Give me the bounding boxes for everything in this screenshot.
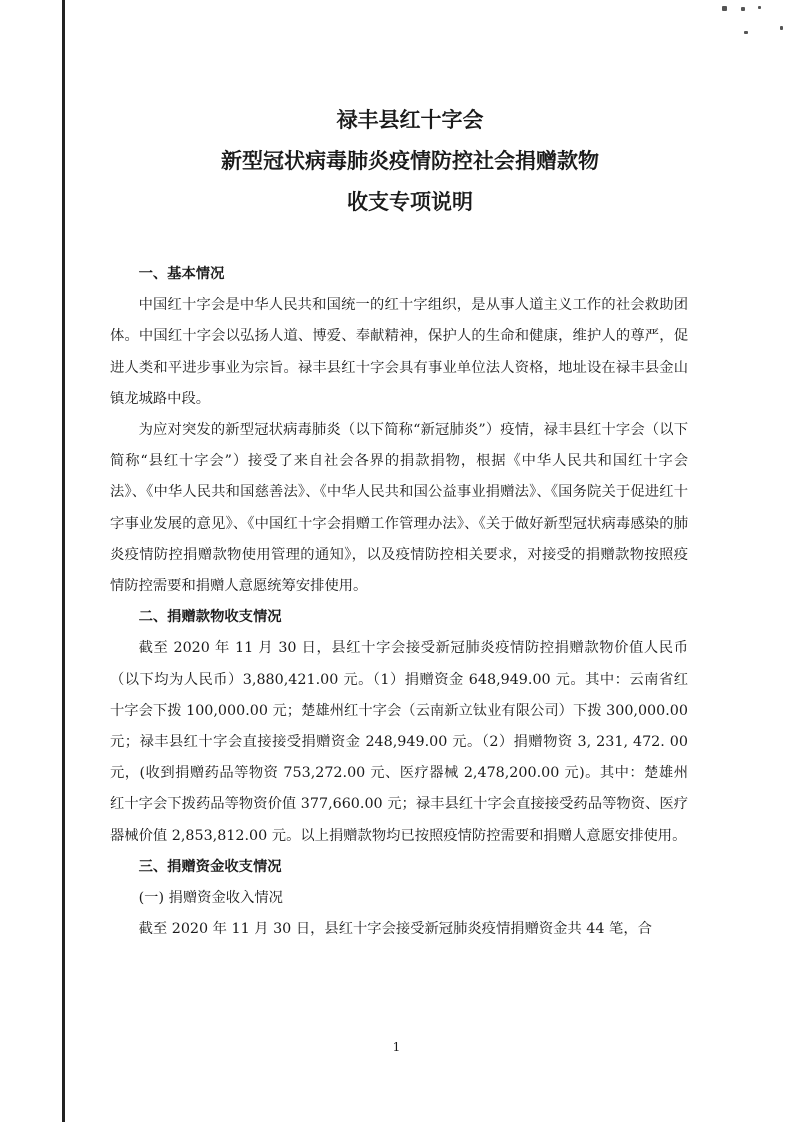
- document-body: [110, 259, 688, 945]
- scan-speck: [722, 6, 727, 11]
- page-number: 1: [392, 1040, 401, 1054]
- paragraph: 为应对突发的新型冠状病毒肺炎（以下简称“新冠肺炎”）疫情，禄丰县红十字会（以下简称“县红十字会”）接受了来自社会各界的捐款捐物，根据《中华人民共和国红十字会法》、《中华人民共和国慈善法》、《中华人民共和国公益事业捐赠法》、《国务院关于促进红十字事业发展的意见》、《中国红十字会捐赠工作管理办法》、《关于做好新型冠状病毒感染的肺炎疫情防控捐赠款物使用管理的通知》，以及疫情防控相关要求，对接受的捐赠款物按照疫情防控需要和捐赠人意愿统筹安排使用。: [110, 422, 688, 595]
- title-line-1: 禄丰县红十字会: [336, 108, 484, 132]
- scan-edge-line: [62, 0, 65, 1122]
- scan-speck: [780, 26, 783, 30]
- subsection-heading-fund-income: (一) 捐赠资金收入情况: [138, 890, 283, 907]
- section-heading-basic-info: 一、基本情况: [138, 266, 225, 282]
- scan-speck: [741, 7, 745, 11]
- paragraph: 中国红十字会是中华人民共和国统一的红十字组织，是从事人道主义工作的社会救助团体。中国红十字会以弘扬人道、博爱、奉献精神，保护人的生命和健康，维护人的尊严，促进人类和平进步事业为宗旨。禄丰县红十字会具有事业单位法人资格，地址设在禄丰县金山镇龙城路中段。: [110, 297, 688, 407]
- section-heading-donation-summary: 二、捐赠款物收支情况: [138, 609, 282, 626]
- section-heading-fund-summary: 三、捐赠资金收支情况: [138, 858, 282, 875]
- paragraph: 截至 2020 年 11 月 30 日，县红十字会接受新冠肺炎疫情防控捐赠款物价值人民币（以下均为人民币）3,880,421.00 元。（1）捐赠资金 648,949.00 元。其中：云南省红十字会下拨 100,000.00 元；楚雄州红十字会（云南新立钛业有限公司）下拨 300,000.00 元；禄丰县红十字会直接接受捐赠资金 248,949.00 元。（2）捐赠物资 3, 231, 472. 00 元，(收到捐赠药品等物资 753,272.00 元、医疗器械 2,478,200.00 元)。其中：楚雄州红十字会下拨药品等物资价值 377,660.00 元；禄丰县红十字会直接接受药品等物资、医疗器械价值 2,853,812.00 元。以上捐赠款物均已按照疫情防控需要和捐赠人意愿安排使用。: [110, 640, 688, 844]
- scan-speck: [758, 6, 761, 9]
- title-line-2: 新型冠状病毒肺炎疫情防控社会捐赠款物: [221, 149, 599, 173]
- title-line-3: 收支专项说明: [347, 190, 473, 214]
- scan-speck: [744, 31, 748, 34]
- document-title: [110, 100, 710, 223]
- paragraph: 截至 2020 年 11 月 30 日，县红十字会接受新冠肺炎疫情捐赠资金共 44 笔，合: [138, 921, 652, 938]
